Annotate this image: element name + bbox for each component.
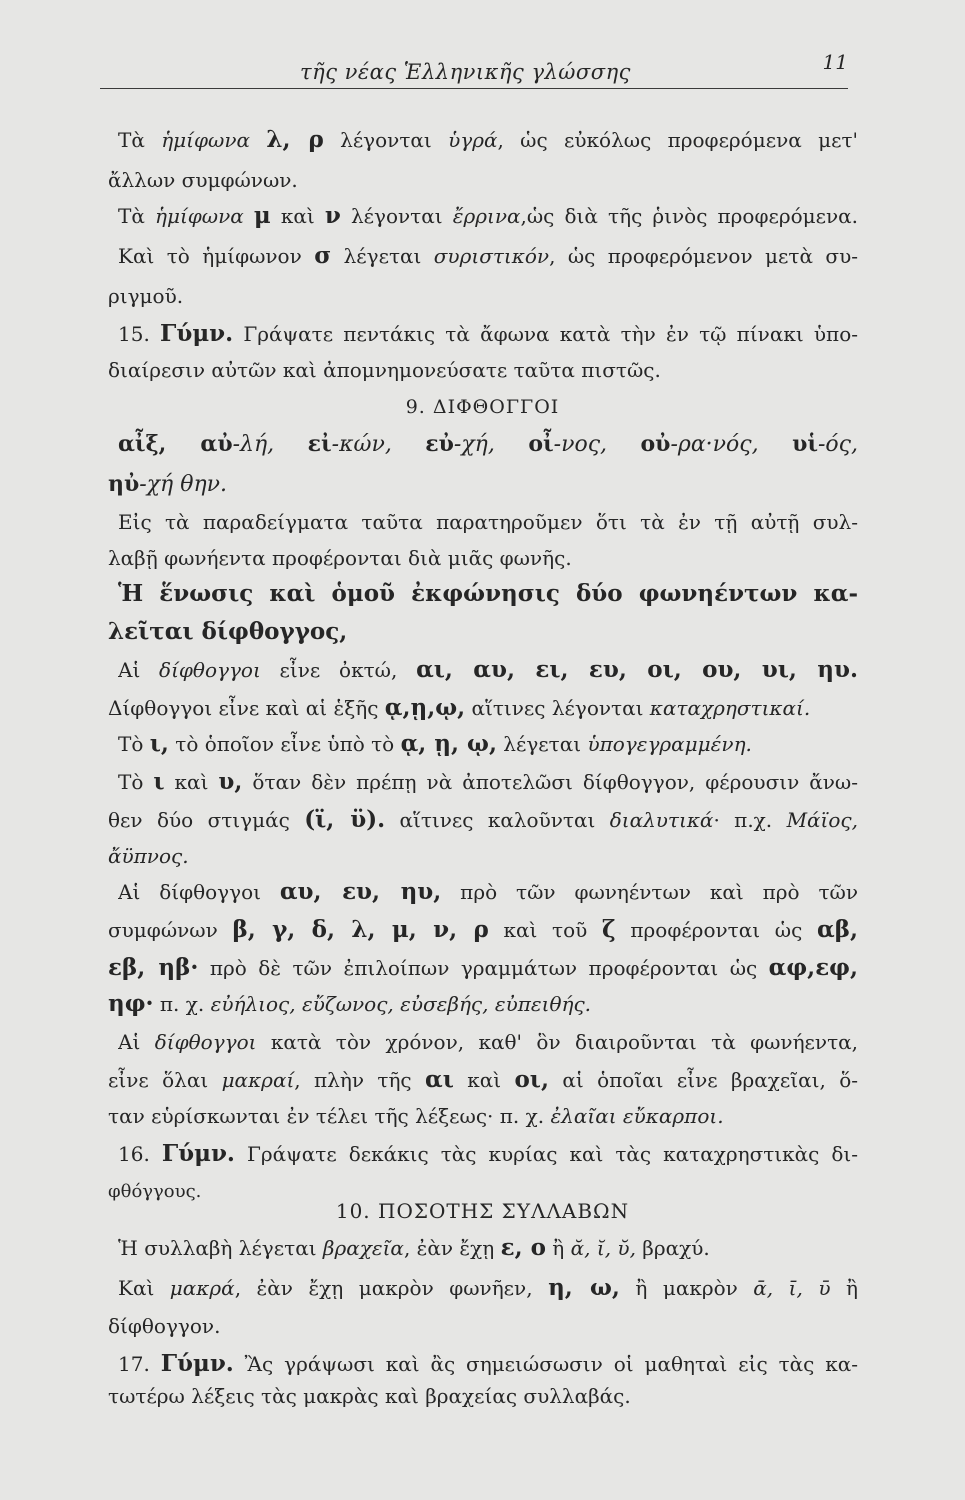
text-line: Τὰ ἡμίφωνα λ, ρ λέγονται ὑγρά, ὡς εὐκόλως προφερόμενα μετ' — [118, 126, 858, 153]
text-line: Αἱ δίφθογγοι εἶνε ὀκτώ, αι, αυ, ει, ευ, οι, ου, υι, ηυ. — [118, 656, 858, 683]
text-line: Αἱ δίφθογγοι αυ, ευ, ηυ, πρὸ τῶν φωνηέντων καὶ πρὸ τῶν — [118, 878, 858, 905]
definition-line: λεῖται δίφθογγος, — [108, 618, 348, 645]
text-line: Καὶ τὸ ἡμίφωνον σ λέγεται συριστικόν, ὡς προφερόμενον μετὰ συ- — [118, 242, 858, 269]
exercise-17: 17. Γύμν. Ἂς γράψωσι καὶ ἂς σημειώσωσιν οἱ μαθηταὶ εἰς τὰς κα- — [118, 1350, 858, 1377]
running-title: τῆς νέας Ἑλληνικῆς γλώσσης — [300, 60, 631, 84]
text-line: Τὸ ι, τὸ ὁποῖον εἶνε ὑπὸ τὸ ᾳ, ῃ, ῳ, λέγεται ὑπογεγραμμένη. — [118, 730, 752, 757]
text-line: ταν εὑρίσκωνται ἐν τέλει τῆς λέξεως· π. χ. ἐλαῖαι εὔκαρποι. — [108, 1104, 724, 1128]
text-line: ἄλλων συμφώνων. — [108, 168, 298, 192]
text-line: Τὸ ι καὶ υ, ὅταν δὲν πρέπῃ νὰ ἀποτελῶσι δίφθογγον, φέρουσιν ἄνω- — [118, 768, 858, 795]
definition-line: Ἡ ἕνωσις καὶ ὁμοῦ ἐκφώνησις δύο φωνηέντων κα- — [118, 580, 858, 607]
text-line: θεν δύο στιγμάς (ϊ, ϋ). αἵτινες καλοῦνται διαλυτικά· π.χ. Μάϊος, — [108, 806, 858, 833]
section-heading-10: 10. ΠΟΣΟΤΗΣ ΣΥΛΛΑΒΩΝ — [335, 1199, 630, 1223]
text-line: ηὐ-χή θην. — [108, 471, 227, 497]
text-line: Καὶ μακρά, ἐὰν ἔχῃ μακρὸν φωνῆεν, η, ω, ἢ μακρὸν ᾱ, ῑ, ῡ ἢ — [118, 1274, 858, 1301]
text-line: φθόγγους. — [108, 1181, 202, 1202]
text-line: τωτέρω λέξεις τὰς μακρὰς καὶ βραχείας συλλαβάς. — [108, 1384, 631, 1408]
text-line: Δίφθογγοι εἶνε καὶ αἱ ἑξῆς ᾳ,ῃ,ῳ, αἵτινες λέγονται καταχρηστικαί. — [108, 694, 811, 721]
exercise-15: 15. Γύμν. Γράψατε πεντάκις τὰ ἄφωνα κατὰ τὴν ἐν τῷ πίνακι ὑπο- — [118, 320, 858, 347]
section-heading-9: 9. ΔΙΦΘΟΓΓΟΙ — [405, 396, 560, 418]
text-line: δίφθογγον. — [108, 1314, 221, 1338]
text-line: Ἡ συλλαβὴ λέγεται βραχεῖα, ἐὰν ἔχῃ ε, ο ἢ ᾰ, ῐ, ῠ, βραχύ. — [118, 1234, 710, 1261]
text-line: εἶνε ὅλαι μακραί, πλὴν τῆς αι καὶ οι, αἱ ὁποῖαι εἶνε βραχεῖαι, ὅ- — [108, 1066, 858, 1093]
text-line: Αἱ δίφθογγοι κατὰ τὸν χρόνον, καθ' ὃν διαιροῦνται τὰ φωνήεντα, — [118, 1030, 858, 1054]
text-line: ἄϋπνος. — [108, 844, 189, 868]
text-line: ηφ· π. χ. εὐήλιος, εὔζωνος, εὐσεβής, εὐπειθής. — [108, 990, 592, 1017]
text-line: Τὰ ἡμίφωνα μ καὶ ν λέγονται ἔρρινα,ὡς διὰ τῆς ῥινὸς προφερόμενα. — [118, 202, 858, 229]
exercise-16: 16. Γύμν. Γράψατε δεκάκις τὰς κυρίας καὶ τὰς καταχρηστικὰς δι- — [118, 1140, 858, 1167]
text-line: ριγμοῦ. — [108, 284, 184, 308]
text-line: διαίρεσιν αὐτῶν καὶ ἀπομνημονεύσατε ταῦτα πιστῶς. — [108, 358, 661, 382]
text-line: Εἰς τὰ παραδείγματα ταῦτα παρατηροῦμεν ὅτι τὰ ἐν τῇ αὐτῇ συλ- — [118, 510, 858, 534]
text-line: εβ, ηβ· πρὸ δὲ τῶν ἐπιλοίπων γραμμάτων προφέρονται ὡς αφ,εφ, — [108, 954, 858, 981]
page-header — [100, 44, 848, 89]
diphthong-examples: αἶξ, αὐ-λή, εἰ-κών, εὐ-χή, οἶ-νος, οὐ-ρα·νός, υἱ-ός, — [118, 431, 858, 457]
page-number: 11 — [822, 50, 848, 74]
text-line: λαβῇ φωνήεντα προφέρονται διὰ μιᾶς φωνῆς. — [108, 546, 572, 570]
text-line: συμφώνων β, γ, δ, λ, μ, ν, ρ καὶ τοῦ ζ προφέρονται ὡς αβ, — [108, 916, 858, 943]
